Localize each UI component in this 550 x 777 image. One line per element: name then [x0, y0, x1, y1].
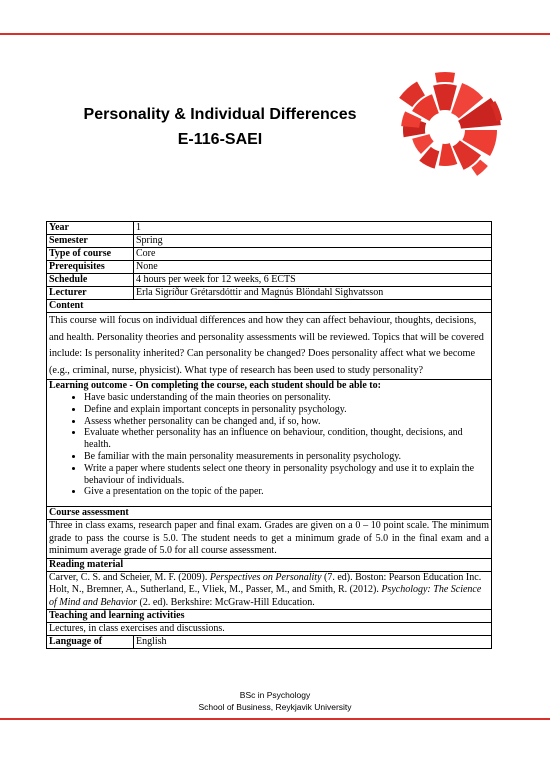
row-label-year: Year: [47, 222, 134, 235]
course-code: E-116-SAEI: [177, 131, 263, 148]
list-item: • Evaluate whether personality has an influence on behaviour, condition, thought, decisions, and health.: [84, 427, 489, 451]
teaching-heading: Teaching and learning activities: [47, 610, 492, 623]
row-label-prerequisites: Prerequisites: [47, 261, 134, 274]
content-text: This course will focus on individual differences and how they can affect behaviour, thoughts, decisions, and health. Personality theories and personality assessments will be reviewed. Topics that will be covered include: Is personality inherited? Can personality be changed? Does personality affect what we become (e.g., criminal, nurse, physicist). What type of research has been used to study personality?: [47, 313, 492, 380]
table-row: [47, 248, 492, 261]
list-item: • Have basic understanding of the main theories on personality.: [84, 392, 489, 404]
bottom-divider: [0, 718, 550, 720]
reference-title: Perspectives on Personality: [209, 571, 322, 583]
row-label-lecturer: Lecturer: [47, 287, 134, 300]
course-info-table: [46, 221, 492, 649]
table-row: [47, 610, 492, 623]
reference-title: Psychology: The Science of Mind and Behavior: [49, 584, 482, 608]
row-value-lecturer: Erla Sigríður Grétarsdóttir and Magnús Blöndahl Sighvatsson: [134, 287, 492, 300]
list-item: • Write a paper where students select one theory in personality psychology and use it to explain the behaviour of individuals.: [84, 463, 489, 487]
row-label-schedule: Schedule: [47, 274, 134, 287]
assessment-text: Three in class exams, research paper and final exam. Grades are given on a 0 – 10 point scale. The minimum grade to pass the course is 5.0. The student needs to get a minimum grade of 5.0 in the final exam and a minimum average grade of 5.0 for all course assessment.: [47, 520, 492, 559]
list-item: • Be familiar with the main personality measurements in personality psychology.: [84, 451, 489, 463]
table-row: [47, 274, 492, 287]
row-value-year: 1: [134, 222, 492, 235]
reading-reference-1: Carver, C. S. and Scheier, M. F. (2009). Perspectives on Personality (7. ed). Boston: Pearson Education Inc.: [49, 571, 482, 583]
list-item: • Assess whether personality can be changed and, if so, how.: [84, 416, 489, 428]
table-row: [47, 380, 492, 507]
row-value-language: English: [134, 636, 492, 649]
list-item: • Define and explain important concepts in personality psychology.: [84, 404, 489, 416]
course-title: Personality & Individual Differences: [83, 106, 357, 123]
logo-segment: [433, 84, 457, 111]
top-divider: [0, 33, 550, 35]
row-value-prerequisites: None: [134, 261, 492, 274]
table-row: [47, 520, 492, 559]
row-value-semester: Spring: [134, 235, 492, 248]
teaching-text: Lectures, in class exercises and discussions.: [47, 623, 492, 636]
assessment-heading: Course assessment: [47, 507, 492, 520]
row-label-type: Type of course: [47, 248, 134, 261]
table-row: [47, 571, 492, 610]
reading-list: [47, 571, 492, 610]
learning-outcomes-heading: Learning outcome - On completing the course, each student should be able to:: [49, 380, 381, 391]
table-row: [47, 222, 492, 235]
logo-segment: [435, 72, 455, 83]
reading-reference-2: Holt, N., Bremner, A., Sutherland, E., Vliek, M., Passer, M., and Smith, R. (2012). Psychology: The Science of Mind and Behavior (2. ed). Berkshire: McGraw-Hill Education.: [49, 584, 482, 608]
content-heading: Content: [47, 300, 492, 313]
table-row: [47, 507, 492, 520]
university-logo-icon: [385, 70, 505, 190]
list-item: • Give a presentation on the topic of the paper.: [84, 486, 489, 498]
row-label-language: Language of: [47, 636, 134, 649]
row-value-type: Core: [134, 248, 492, 261]
table-row: [47, 313, 492, 380]
table-row: [47, 558, 492, 571]
table-row: [47, 300, 492, 313]
table-row: [47, 623, 492, 636]
table-row: [47, 636, 492, 649]
table-row: [47, 287, 492, 300]
table-row: [47, 261, 492, 274]
footer-program: BSc in Psychology: [239, 690, 311, 700]
row-label-semester: Semester: [47, 235, 134, 248]
reading-heading: Reading material: [47, 558, 492, 571]
learning-outcomes-cell: [47, 380, 492, 507]
learning-outcomes-list: [49, 392, 489, 506]
footer-school: School of Business, Reykjavik University: [198, 702, 352, 712]
row-value-schedule: 4 hours per week for 12 weeks, 6 ECTS: [134, 274, 492, 287]
table-row: [47, 235, 492, 248]
